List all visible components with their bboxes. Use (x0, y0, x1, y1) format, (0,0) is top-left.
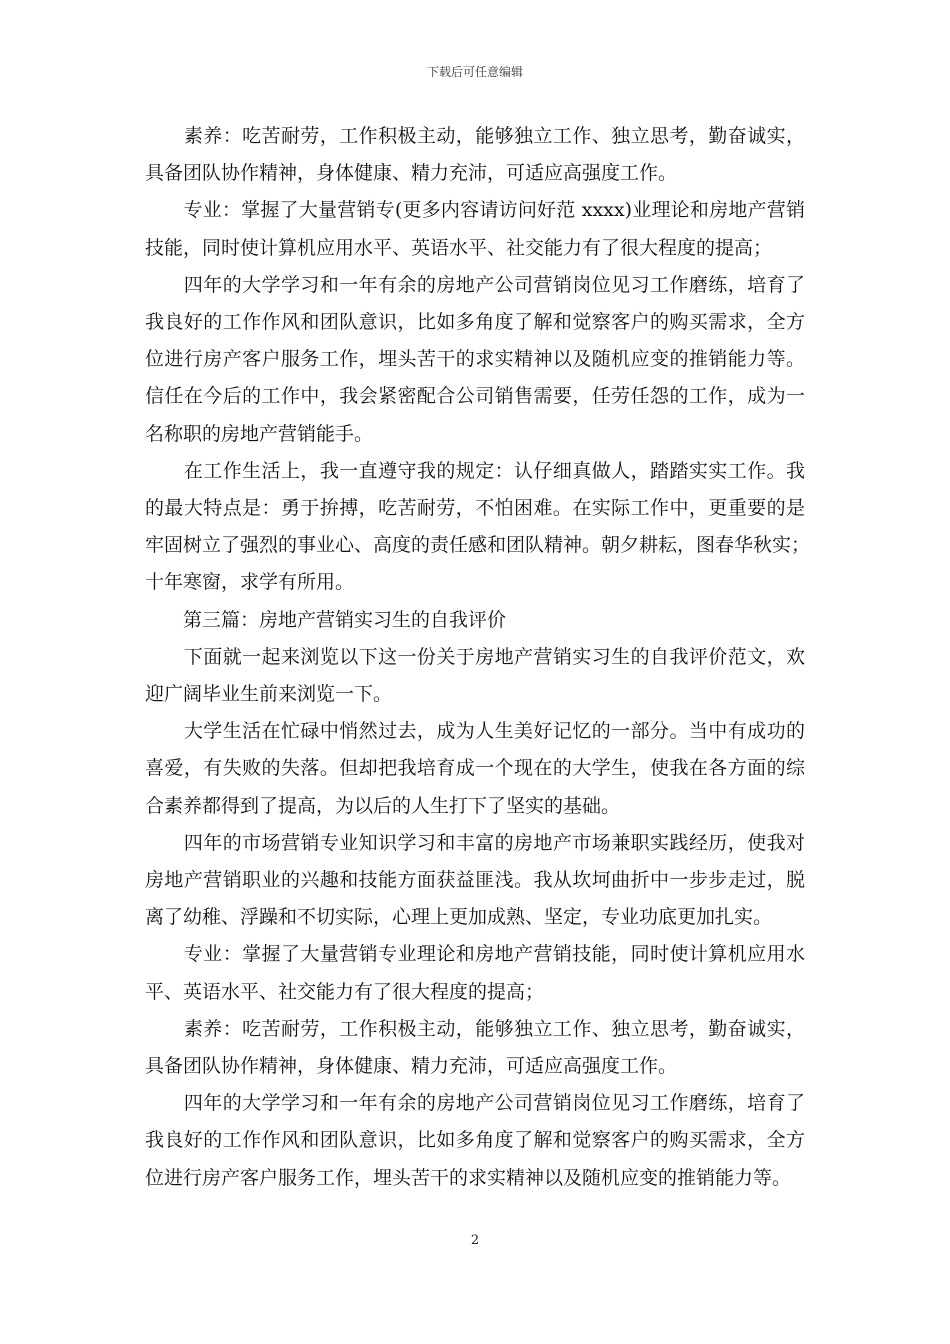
text-line: 平、英语水平、社交能力有了很大程度的提高； (145, 980, 545, 1003)
document-body (145, 118, 811, 1197)
text-line: 信任在今后的工作中，我会紧密配合公司销售需要，任劳任怨的工作，成为一 (145, 385, 805, 408)
text-line: 下面就一起来浏览以下这一份关于房地产营销实习生的自我评价范文，欢 (145, 645, 805, 668)
text-line: 名称职的房地产营销能手。 (145, 422, 374, 445)
text-line: 具备团队协作精神，身体健康、精力充沛，可适应高强度工作。 (145, 162, 678, 185)
text-line: 牢固树立了强烈的事业心、高度的责任感和团队精神。朝夕耕耘，图春华秋实； (145, 534, 811, 557)
paragraph (145, 267, 805, 453)
text-line: 具备团队协作精神，身体健康、精力充沛，可适应高强度工作。 (145, 1055, 678, 1078)
text-line: 在工作生活上，我一直遵守我的规定：认仔细真做人，踏踏实实工作。我 (145, 459, 805, 482)
text-line: 我良好的工作作风和团队意识，比如多角度了解和觉察客户的购买需求，全方 (145, 1129, 805, 1152)
text-line: 专业：掌握了大量营销专(更多内容请访问好范 xxxx)业理论和房地产营销 (145, 199, 805, 222)
text-line: 专业：掌握了大量营销专业理论和房地产营销技能，同时使计算机应用水 (145, 943, 805, 966)
page-number: 2 (470, 1233, 480, 1248)
text-line: 素养：吃苦耐劳，工作积极主动，能够独立工作、独立思考，勤奋诚实， (145, 1017, 805, 1040)
text-line: 第三篇：房地产营销实习生的自我评价 (145, 608, 507, 631)
text-line: 四年的大学学习和一年有余的房地产公司营销岗位见习工作磨练，培育了 (145, 1092, 805, 1115)
text-line: 的最大特点是：勇于拚搏，吃苦耐劳，不怕困难。在实际工作中，更重要的是 (145, 497, 805, 520)
text-line: 迎广阔毕业生前来浏览一下。 (145, 683, 393, 706)
text-line: 位进行房产客户服务工作，埋头苦干的求实精神以及随机应变的推销能力等。 (145, 1166, 792, 1189)
text-line: 合素养都得到了提高，为以后的人生打下了坚实的基础。 (145, 794, 621, 817)
text-line: 四年的大学学习和一年有余的房地产公司营销岗位见习工作磨练，培育了 (145, 273, 805, 296)
paragraph (145, 936, 805, 1010)
text-line: 技能，同时使计算机应用水平、英语水平、社交能力有了很大程度的提高； (145, 236, 773, 259)
paragraph (145, 192, 805, 266)
text-line: 位进行房产客户服务工作，埋头苦干的求实精神以及随机应变的推销能力等。 (145, 348, 805, 371)
text-line: 喜爱，有失败的失落。但却把我培育成一个现在的大学生，使我在各方面的综 (145, 757, 805, 780)
text-line: 大学生活在忙碌中悄然过去，成为人生美好记忆的一部分。当中有成功的 (145, 720, 805, 743)
paragraph (145, 1085, 805, 1197)
text-line: 四年的市场营销专业知识学习和丰富的房地产市场兼职实践经历，使我对 (145, 831, 805, 854)
text-line: 房地产营销职业的兴趣和技能方面获益匪浅。我从坎坷曲折中一步步走过，脱 (145, 869, 805, 892)
text-line: 离了幼稚、浮躁和不切实际，心理上更加成熟、坚定，专业功底更加扎实。 (145, 906, 773, 929)
paragraph (145, 713, 805, 825)
text-line: 我良好的工作作风和团队意识，比如多角度了解和觉察客户的购买需求，全方 (145, 311, 805, 334)
text-line: 素养：吃苦耐劳，工作积极主动，能够独立工作、独立思考，勤奋诚实， (145, 125, 805, 147)
paragraph (145, 118, 805, 192)
page-header: 下载后可任意编辑 (426, 65, 523, 79)
paragraph (145, 825, 805, 937)
paragraph (145, 1011, 805, 1085)
paragraph (145, 602, 805, 639)
text-line: 十年寒窗，求学有所用。 (145, 571, 355, 594)
paragraph (145, 453, 811, 602)
paragraph (145, 639, 805, 713)
